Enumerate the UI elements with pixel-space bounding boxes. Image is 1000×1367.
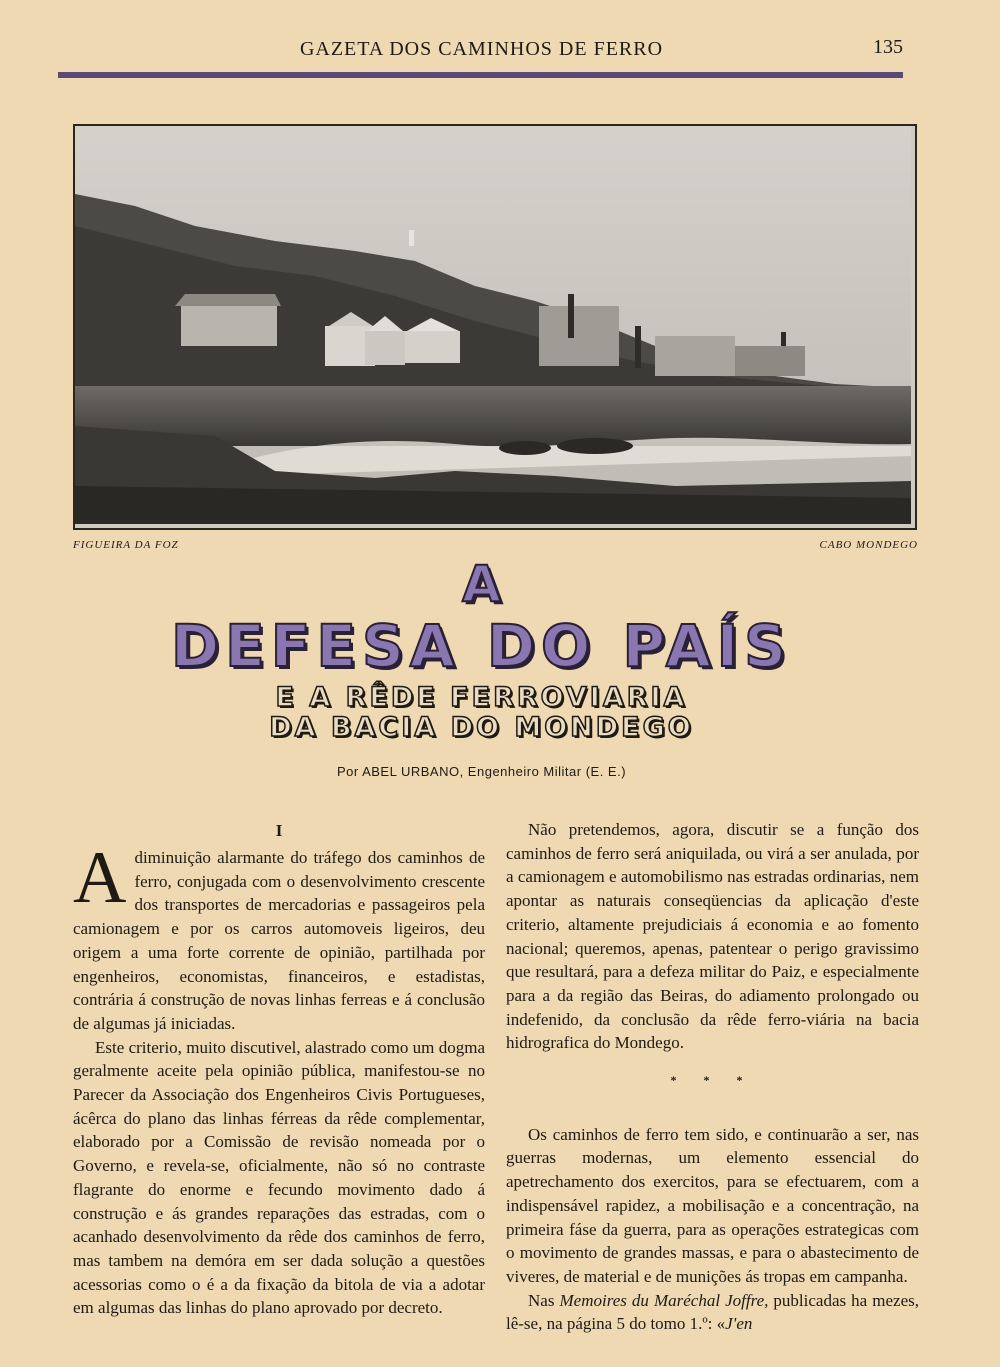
photo-illustration xyxy=(75,126,911,524)
running-header xyxy=(60,34,903,66)
paragraph-5-mid: publicadas ha mezes, lê-se, na página 5 do tomo 1.º: « xyxy=(506,1290,919,1334)
photo-caption-left: FIGUEIRA DA FOZ xyxy=(73,539,179,551)
section-separator: * * * xyxy=(670,1073,755,1088)
paragraph-1-text: diminuição alarmante do tráfego dos caminhos de ferro, conjugada com o desenvolvimento crescente dos transportes de mercadorias e passageiros pela camionagem e por os carros automoveis ligeiros, deu origem a uma forte corrente de opinião, partilhada por engenheiros, economistas, financeiros, e estadistas, contrária á construção de novas linhas ferreas e á conclusão de algumas já iniciadas. xyxy=(73,848,485,1033)
paragraph-4: Os caminhos de ferro tem sido, e continuarão a ser, nas guerras modernas, um elemento essencial do apetrechamento dos exercitos, para se efectuarem, com a indispensável rapidez, a mobilisação e a concentração, na primeira fáse da guerra, para as operações estrategicas com o movimento de grandes massas, e para o abastecimento de viveres, de material e de munições ás tropas em campanha. xyxy=(506,1124,919,1286)
book-title: Memoires du Maréchal Joffre, xyxy=(559,1290,769,1310)
column-left xyxy=(73,822,485,1320)
photo-caption-right: CABO MONDEGO xyxy=(819,539,918,551)
quote-start: J'en xyxy=(725,1314,753,1334)
subtitle-line-2: DA BACIA DO MONDEGO xyxy=(269,712,694,743)
page-number: 135 xyxy=(873,36,903,58)
photo-coastline xyxy=(73,124,917,530)
byline: Por ABEL URBANO, Engenheiro Militar (E. E.) xyxy=(336,764,627,779)
subtitle-line-1: E A RÊDE FERROVIARIA xyxy=(275,682,688,713)
title-a: A xyxy=(462,555,501,613)
paragraph-1 xyxy=(73,837,485,1036)
paragraph-3: Não pretendemos, agora, discutir se a função dos caminhos de ferro será aniquilada, ou virá a ser anulada, por a camionagem e automobilismo nas estradas ordinarias, nem apontar as naturais conseqüencias da aplicação d'este criterio, altamente prejudiciais á economia e ao fomento nacional; queremos, apenas, patentear o perigo gravissimo que resultará, para a defeza militar do Paiz, e especialmente para a da região das Beiras, do adiamento prolongado ou indefenido, da conclusão da rêde ferro-viária na bacia hidrografica do Mondego. xyxy=(506,820,919,1053)
column-right xyxy=(506,818,919,1336)
paragraph-5 xyxy=(506,1289,919,1336)
header-rule xyxy=(58,72,903,78)
paragraph-2: Este criterio, muito discutivel, alastrado como um dogma geralmente aceite pela opinião pública, manifestou-se no Parecer da Associação dos Engenheiros Civis Portugueses, ácêrca do plano das linhas férreas da rêde complementar, elaborado por a Comissão de revisão nomeada por o Governo, e revela-se, oficialmente, não só no contraste flagrante do enorme e fecundo movimento dado á construção e ás grandes reparações das estradas, com o acanhado desenvolvimento da rêde dos caminhos de ferro, mas tambem na demóra em ser dada solução a questões acessorias como o é a da fixação da bitola de via a adotar em algumas das linhas do plano aprovado por decreto. xyxy=(73,1037,485,1318)
title-main: DEFESA DO PAÍS xyxy=(171,612,792,680)
section-number: I xyxy=(275,821,283,840)
paragraph-5-start: Nas xyxy=(528,1290,560,1310)
journal-title: GAZETA DOS CAMINHOS DE FERRO xyxy=(299,38,664,60)
drop-cap: A xyxy=(73,837,127,919)
